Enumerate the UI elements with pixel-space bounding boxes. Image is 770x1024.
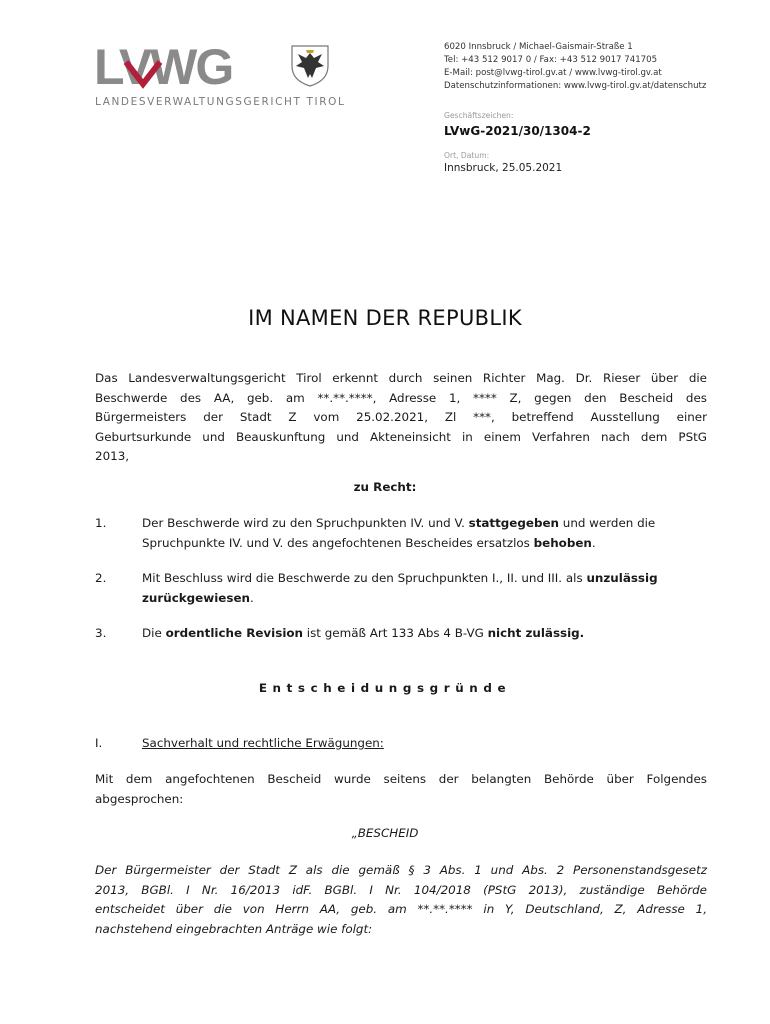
item-text: und werden die	[559, 516, 656, 530]
item-text: .	[591, 535, 596, 550]
quote-title: „BESCHEID	[351, 826, 419, 840]
section-number: I.	[95, 736, 103, 750]
item-text: Mit Beschluss wird die Beschwerde zu den Spruchpunkten I., II. und III. als	[142, 571, 587, 585]
quote-line: Der Bürgermeister der Stadt Z als die gemäß § 3 Abs. 1 und Abs. 2 Personenstandsgesetz	[95, 863, 707, 877]
logo-subtitle: LANDESVERWALTUNGSGERICHT TIROL	[95, 96, 346, 108]
item-text: Der Beschwerde wird zu den Spruchpunkten IV. und V.	[142, 516, 469, 530]
intro-line: Bürgermeisters der Stadt Z vom 25.02.2021, Zl ***, betreffend Ausstellung einer	[95, 410, 707, 424]
email-web[interactable]: E-Mail: post@lvwg-tirol.gv.at / www.lvwg-tirol.gv.at	[444, 68, 662, 78]
item-text: Spruchpunkte IV. und V. des angefochtenen Bescheides ersatzlos	[142, 535, 534, 550]
intro-line: 2013,	[95, 449, 130, 463]
section-line: abgesprochen:	[95, 791, 184, 806]
intro-line: Beschwerde des AA, geb. am **.**.****, Adresse 1, **** Z, gegen den Bescheid des	[95, 390, 707, 405]
item-emphasis: unzulässig	[586, 571, 658, 585]
intro-paragraph	[95, 369, 707, 467]
verdict-label: zu Recht:	[353, 480, 417, 494]
reference-label: Geschäftszeichen:	[444, 111, 514, 120]
address: 6020 Innsbruck / Michael-Gaismair-Straße 1	[444, 42, 633, 52]
quote-line: entscheidet über die von Herrn AA, geb. am **.**.**** in Y, Deutschland, Z, Adresse 1,	[95, 902, 707, 916]
item-emphasis: ordentliche Revision	[165, 626, 304, 640]
item-number: 3.	[95, 626, 107, 640]
place-date-label: Ort, Datum:	[444, 151, 490, 160]
contact-block	[444, 41, 706, 93]
quote-paragraph	[95, 861, 707, 939]
tyrolean-eagle-icon	[292, 46, 328, 86]
item-number: 1.	[95, 516, 107, 530]
phone-fax: Tel: +43 512 9017 0 / Fax: +43 512 9017 741705	[444, 55, 658, 65]
reference-number: LVwG-2021/30/1304-2	[444, 124, 591, 138]
quote-line: 2013, BGBl. I Nr. 16/2013 idF. BGBl. I Nr. 104/2018 (PStG 2013), zuständige Behörde	[95, 882, 707, 897]
list-item	[142, 569, 712, 608]
item-text: ist gemäß Art 133 Abs 4 B-VG	[303, 626, 488, 640]
item-emphasis: nicht zulässig.	[487, 626, 585, 640]
place-date: Innsbruck, 25.05.2021	[444, 162, 563, 174]
item-number: 2.	[95, 571, 107, 585]
logo-wordmark: LVWG	[94, 40, 233, 95]
quote-line: nachstehend eingebrachten Anträge wie folgt:	[95, 921, 373, 936]
reasons-title: Entscheidungsgründe	[258, 681, 512, 695]
item-emphasis: zurückgewiesen	[142, 590, 250, 605]
intro-line: Das Landesverwaltungsgericht Tirol erkennt durch seinen Richter Mag. Dr. Rieser über die	[95, 371, 707, 385]
item-text: .	[249, 590, 254, 605]
section-paragraph	[95, 770, 707, 809]
page-title: IM NAMEN DER REPUBLIK	[248, 306, 522, 330]
section-line: Mit dem angefochtenen Bescheid wurde seitens der belangten Behörde über Folgendes	[95, 772, 707, 786]
item-emphasis: stattgegeben	[468, 516, 559, 530]
section-title: Sachverhalt und rechtliche Erwägungen:	[142, 736, 384, 750]
list-item	[142, 514, 712, 553]
item-emphasis: behoben	[533, 535, 592, 550]
list-item	[142, 624, 712, 644]
privacy-info[interactable]: Datenschutzinformationen: www.lvwg-tirol.gv.at/datenschutz	[444, 81, 707, 91]
item-text: Die	[142, 626, 166, 640]
intro-line: Geburtsurkunde und Beauskunftung und Akteneinsicht in einem Verfahren nach dem PStG	[95, 429, 707, 444]
